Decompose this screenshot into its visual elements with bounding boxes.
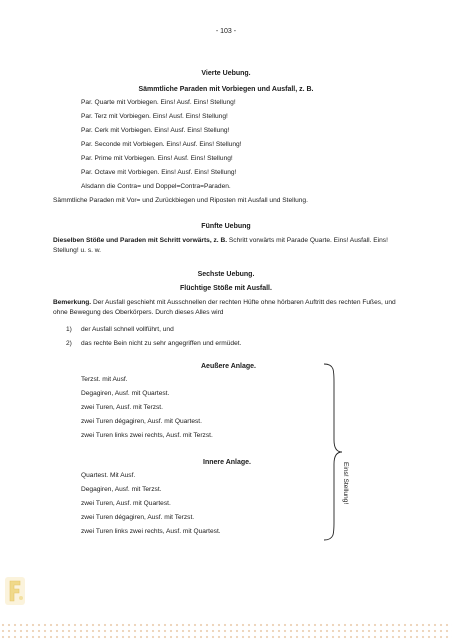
- remark-paragraph: [53, 298, 398, 318]
- brace-label: Eins! Stellung!: [342, 462, 349, 505]
- outer-line: Terzst. mit Ausf.: [81, 376, 128, 383]
- exercise-line: Alsdann die Contra= und Doppel=Contra=Paraden.: [81, 183, 231, 190]
- section-subtitle-vierte: Sämmtliche Paraden mit Vorbiegen und Ausfall, z. B.: [138, 86, 314, 93]
- exercise-line: Par. Prime mit Vorbiegen. Eins! Ausf. Eins! Stellung!: [81, 155, 233, 162]
- paragraph-text: Schritt vorwärts mit Parade Quarte. Eins! Ausfall. Eins! Stellung! u. s. w.: [53, 237, 388, 254]
- inner-title: Innere Anlage.: [203, 459, 251, 466]
- section-paragraph-fuenfte: [53, 236, 398, 256]
- outer-line: zwei Turen dégagiren, Ausf. mit Quartest.: [81, 418, 202, 425]
- list-number: 1): [66, 326, 72, 333]
- curly-brace-icon: [322, 362, 346, 542]
- section-subtitle-sechste: Flüchtige Stöße mit Ausfall.: [180, 285, 272, 292]
- inner-line: Degagiren, Ausf. mit Terzst.: [81, 486, 162, 493]
- inner-line: zwei Turen links zwei rechts, Ausf. mit Quartest.: [81, 528, 221, 535]
- exercise-line: Par. Quarte mit Vorbiegen. Eins! Ausf. Eins! Stellung!: [81, 99, 236, 106]
- list-item: der Ausfall schnell vollführt, und: [81, 326, 174, 333]
- section-title-vierte: Vierte Uebung.: [201, 70, 251, 77]
- section-closing: Sämmtliche Paraden mit Vor= und Zurückbiegen und Riposten mit Ausfall und Stellung.: [53, 197, 308, 204]
- outer-line: Degagiren, Ausf. mit Quartest.: [81, 390, 170, 397]
- outer-line: zwei Turen links zwei rechts, Ausf. mit Terzst.: [81, 432, 213, 439]
- footer-pattern: [0, 622, 452, 640]
- inner-line: zwei Turen, Ausf. mit Quartest.: [81, 500, 171, 507]
- inner-line: Quartest. Mit Ausf.: [81, 472, 136, 479]
- publisher-logo-icon: [4, 576, 26, 606]
- bold-lead: Dieselben Stöße und Paraden mit Schritt vorwärts, z. B.: [53, 237, 228, 244]
- list-item: das rechte Bein nicht zu sehr angegriffen und ermüdet.: [81, 340, 242, 347]
- exercise-line: Par. Cerk mit Vorbiegen. Eins! Ausf. Eins! Stellung!: [81, 127, 230, 134]
- section-title-sechste: Sechste Uebung.: [197, 271, 255, 278]
- exercise-line: Par. Octave mit Vorbiegen. Eins! Ausf. Eins! Stellung!: [81, 169, 237, 176]
- list-number: 2): [66, 340, 72, 347]
- outer-title: Aeußere Anlage.: [201, 363, 256, 370]
- outer-line: zwei Turen, Ausf. mit Terzst.: [81, 404, 163, 411]
- remark-text: Der Ausfall geschieht mit Ausschnellen der rechten Hüfte ohne hörbaren Auftritt des rechten Fußes, und ohne Bewegung des Oberkörpers. Durch dieses Alles wird: [53, 299, 396, 316]
- exercise-line: Par. Seconde mit Vorbiegen. Eins! Ausf. Eins! Stellung!: [81, 141, 242, 148]
- exercise-line: Par. Terz mit Vorbiegen. Eins! Ausf. Eins! Stellung!: [81, 113, 228, 120]
- remark-label: Bemerkung.: [53, 299, 92, 306]
- section-title-fuenfte: Fünfte Uebung: [201, 223, 251, 230]
- page-number: - 103 -: [215, 28, 237, 35]
- inner-line: zwei Turen dégagiren, Ausf. mit Terzst.: [81, 514, 195, 521]
